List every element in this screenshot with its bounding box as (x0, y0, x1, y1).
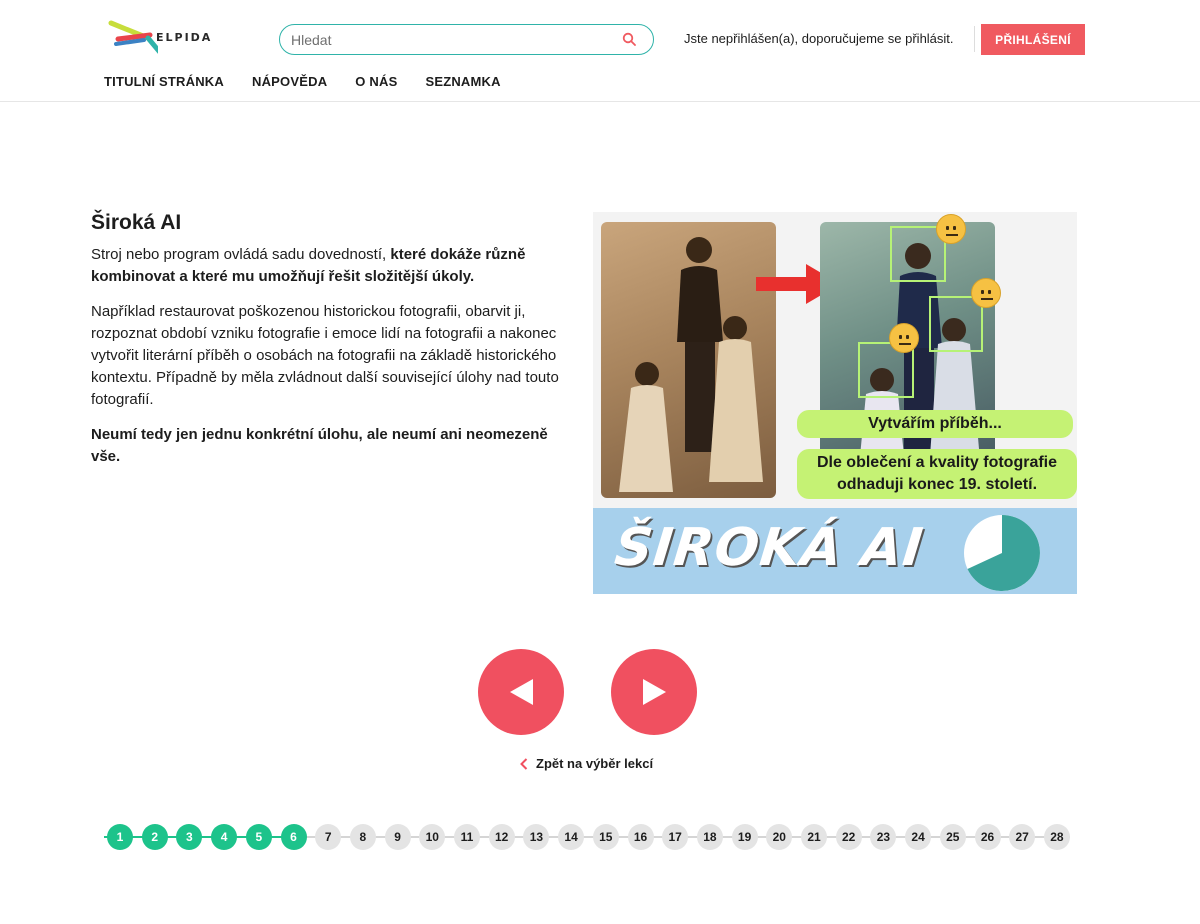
login-button[interactable]: PŘIHLÁŠENÍ (981, 24, 1085, 55)
lesson-text (91, 244, 581, 481)
previous-slide-button[interactable] (478, 649, 564, 735)
search-box (279, 24, 654, 55)
search-input[interactable] (291, 31, 611, 49)
story-bubble: Vytvářím příběh... (797, 410, 1073, 438)
pager-page-4[interactable]: 4 (211, 824, 237, 850)
pager-page-20[interactable]: 20 (766, 824, 792, 850)
logo-mark-icon (108, 18, 158, 62)
lesson-p1-bold: které dokáže různě kombinovat a které mu umožňují řešit složitější úkoly. (91, 246, 526, 285)
lesson-pager (104, 824, 1070, 850)
pager-page-28[interactable]: 28 (1044, 824, 1070, 850)
pager-page-8[interactable]: 8 (350, 824, 376, 850)
pager-page-25[interactable]: 25 (940, 824, 966, 850)
pager-page-1[interactable]: 1 (107, 824, 133, 850)
login-message: Jste nepřihlášen(a), doporučujeme se přihlásit. (684, 31, 954, 46)
estimate-bubble (797, 449, 1077, 499)
next-slide-button[interactable] (611, 649, 697, 735)
banner-title: ŠIROKÁ AI (611, 518, 927, 578)
back-to-lessons-link[interactable] (520, 756, 653, 771)
pager-page-2[interactable]: 2 (142, 824, 168, 850)
pager-page-24[interactable]: 24 (905, 824, 931, 850)
lesson-title: Široká AI (91, 211, 182, 234)
pager-page-9[interactable]: 9 (385, 824, 411, 850)
nav-item-help[interactable]: NÁPOVĚDA (252, 74, 328, 89)
play-left-icon (506, 677, 536, 707)
neutral-face-icon (971, 278, 1001, 308)
face-detection-box (929, 296, 983, 352)
lesson-p1-normal: Stroj nebo program ovládá sadu dovedností, (91, 246, 391, 263)
estimate-line-2: odhaduji konec 19. století. (836, 476, 1038, 493)
nav-item-home[interactable]: TITULNÍ STRÁNKA (104, 74, 224, 89)
pager-page-22[interactable]: 22 (836, 824, 862, 850)
pager-page-27[interactable]: 27 (1009, 824, 1035, 850)
pager-page-7[interactable]: 7 (315, 824, 341, 850)
site-header (0, 0, 1200, 102)
pager-page-21[interactable]: 21 (801, 824, 827, 850)
nav-item-dating[interactable]: SEZNAMKA (425, 74, 501, 89)
lesson-banner (593, 508, 1077, 594)
main-nav (104, 74, 501, 89)
pager-page-26[interactable]: 26 (975, 824, 1001, 850)
pager-page-10[interactable]: 10 (419, 824, 445, 850)
chevron-left-icon (520, 758, 528, 770)
pager-page-3[interactable]: 3 (176, 824, 202, 850)
lesson-paragraph-3 (91, 424, 581, 468)
logo-text: ELPIDA (156, 31, 213, 44)
pager-page-16[interactable]: 16 (628, 824, 654, 850)
old-photograph (601, 222, 776, 498)
pager-page-19[interactable]: 19 (732, 824, 758, 850)
lesson-p3-bold: Neumí tedy jen jednu konkrétní úlohu, ale neumí ani neomezeně vše. (91, 426, 548, 465)
old-photo-figures (601, 222, 776, 498)
neutral-face-icon (889, 323, 919, 353)
pager-page-23[interactable]: 23 (870, 824, 896, 850)
pager-page-6[interactable]: 6 (281, 824, 307, 850)
search-icon[interactable] (622, 32, 636, 46)
header-divider (974, 26, 975, 52)
pager-page-5[interactable]: 5 (246, 824, 272, 850)
play-right-icon (639, 677, 669, 707)
lesson-paragraph-2: Například restaurovat poškozenou historickou fotografii, obarvit ji, rozpoznat období vzniku fotografie i emoce lidí na fotografii a nakonec vytvořit literární příběh o osobách na fotografii na základě historického kontextu. Případně by měla zvládnout další související úlohy nad touto fotografií. (91, 303, 559, 408)
pager-page-12[interactable]: 12 (489, 824, 515, 850)
nav-item-about[interactable]: O NÁS (355, 74, 398, 89)
neutral-face-icon (936, 214, 966, 244)
elpida-logo[interactable] (108, 18, 238, 62)
back-link-label: Zpět na výběr lekcí (536, 756, 654, 771)
estimate-line-1: Dle oblečení a kvality fotografie (816, 454, 1058, 471)
lesson-illustration (593, 212, 1077, 594)
pager-page-18[interactable]: 18 (697, 824, 723, 850)
pie-chart-icon (962, 513, 1042, 593)
pager-page-17[interactable]: 17 (662, 824, 688, 850)
pager-page-11[interactable]: 11 (454, 824, 480, 850)
lesson-paragraph-1 (91, 244, 581, 288)
pager-page-14[interactable]: 14 (558, 824, 584, 850)
pager-page-13[interactable]: 13 (523, 824, 549, 850)
pager-page-15[interactable]: 15 (593, 824, 619, 850)
